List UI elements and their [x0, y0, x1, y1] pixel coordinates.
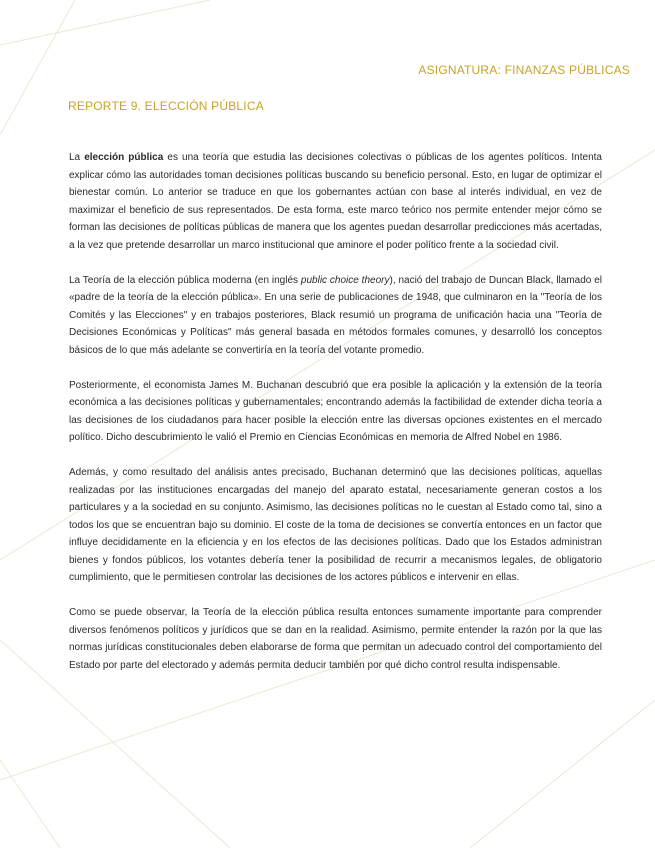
decor-line — [0, 0, 75, 135]
decor-line — [470, 700, 655, 848]
document-body — [69, 149, 602, 674]
paragraph-4: Además, y como resultado del análisis antes precisado, Buchanan determinó que las decisiones políticas, aquellas realizadas por las instituciones encargadas del manejo del aparato estatal, necesariamente generan costos a los particulares y a la sociedad en su conjunto. Asimismo, las decisiones políticas no le cuestan al Estado como tal, sino a todos los que se encuentran bajo su dominio. El coste de la toma de decisiones se convertía entonces en un factor que influye decididamente en la eficiencia y en los efectos de las decisiones políticas. Dado que los Estados administran bienes y fondos públicos, los votantes debería tener la posibilidad de recurrir a mecanismos legales, de obligatorio cumplimiento, que le permitiesen controlar las decisiones de los actores públicos e intervenir en ellas. — [69, 466, 602, 584]
report-title: REPORTE 9. ELECCIÓN PÚBLICA — [68, 99, 264, 113]
paragraph-1 — [69, 149, 602, 255]
decor-line — [0, 760, 60, 848]
paragraph-5: Como se puede observar, la Teoría de la elección pública resulta entonces sumamente importante para comprender diversos fenómenos políticos y jurídicos que se dan en la realidad. Asimismo, permite entender la razón por la que las normas jurídicas constitucionales deben elaborarse de forma que permitan un adecuado control del comportamiento del Estado por parte del electorado y además permita deducir también por qué dicho control resulta indispensable. — [69, 607, 602, 671]
p1-rest: es una teoría que estudia las decisiones colectivas o públicas de los agentes políticos. Intenta explicar cómo las autoridades toman decisiones políticas buscando su beneficio personal. Esto, en lugar de optimizar el bienestar común. Lo anterior se traduce en que los gobernantes actúan con base al interés individual, en vez de maximizar el beneficio de sus representados. De esta forma, este marco teórico nos permite entender mejor cómo se forman las decisiones de políticas públicas de manera que los agentes puedan desarrollar predicciones más acertadas, a la vez que pretende desarrollar un marco institucional que aminore el poder político frente a la sociedad civil. — [69, 152, 602, 251]
paragraph-2 — [69, 272, 602, 360]
p2-lead: La Teoría de la elección pública moderna (en inglés — [69, 274, 301, 286]
paragraph-3: Posteriormente, el economista James M. Buchanan descubrió que era posible la aplicación y la extensión de la teoría económica a las decisiones políticas y gubernamentales; encontrando además la factibilidad de extender dicha teoría a las decisiones de los ciudadanos para hacer posible la elección entre las diversas opciones existentes en el mercado político. Dicho descubrimiento le valió el Premio en Ciencias Económicas en memoria de Alfred Nobel en 1986. — [69, 379, 602, 444]
subject-header: ASIGNATURA: FINANZAS PÚBLICAS — [418, 63, 630, 77]
decor-line — [0, 0, 210, 45]
p2-rest: ), nació del trabajo de Duncan Black, llamado el «padre de la teoría de la elección pública». En una serie de publicaciones de 1948, que culminaron en la "Teoría de los Comités y las Elecciones" y en trabajos posteriores, Black resumió un programa de unificación hacia una "Teoría de Decisiones Económicas y Políticas" más general basada en métodos formales comunes, y desarrolló los conceptos básicos de lo que más adelante se convertiría en la teoría del votante promedio. — [69, 274, 603, 356]
term-public-choice: public choice theory — [300, 274, 390, 286]
p1-lead: La — [69, 152, 85, 163]
term-eleccion-publica: elección pública — [84, 152, 164, 163]
